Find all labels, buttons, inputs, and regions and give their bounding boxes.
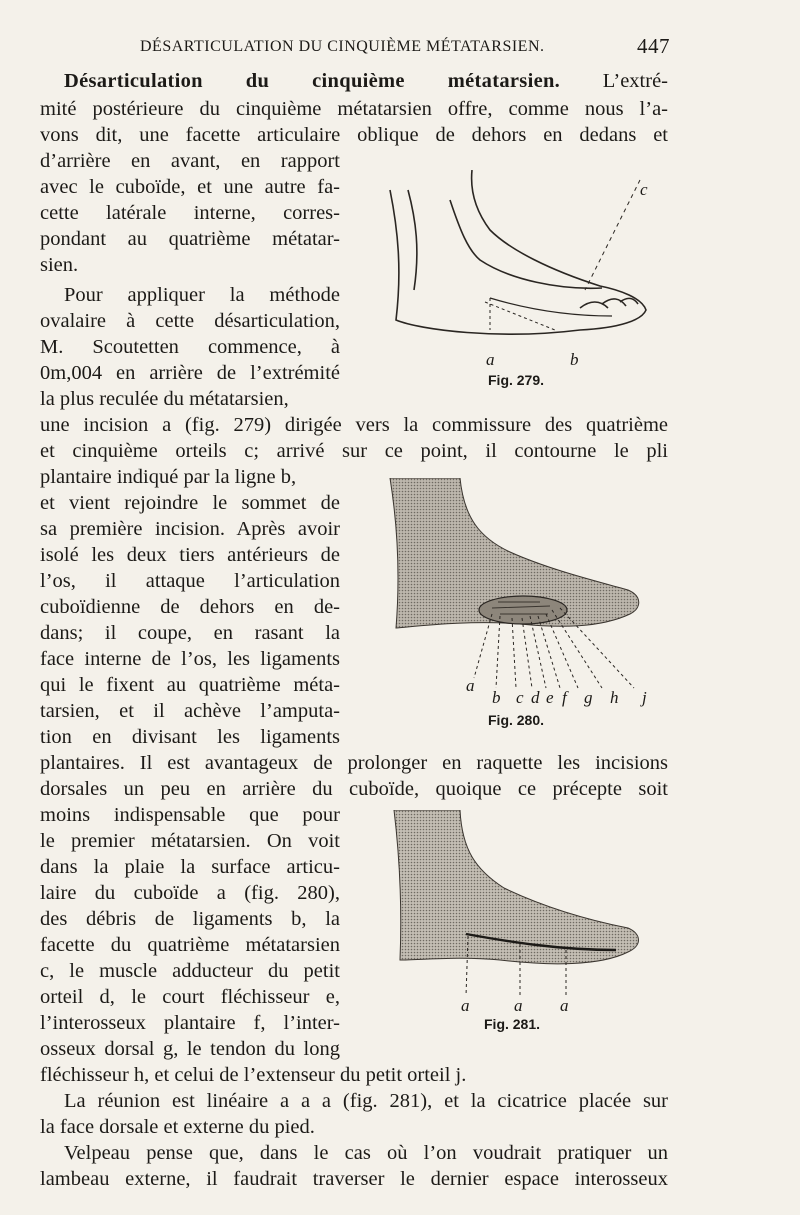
fig281-label-a2: a bbox=[514, 996, 523, 1015]
figure-281-foot-scar bbox=[380, 810, 660, 1010]
text-line: lambeau externe, il faudrait traverser le dernier espace interosseux bbox=[40, 1168, 668, 1190]
fig280-label-h: h bbox=[610, 688, 619, 707]
text-line: tion en divisant les ligaments bbox=[40, 726, 340, 748]
text-line: sien. bbox=[40, 254, 79, 276]
fig280-label-c: c bbox=[516, 688, 524, 707]
running-head bbox=[60, 34, 670, 62]
running-head-title: DÉSARTICULATION DU CINQUIÈME MÉTATARSIEN. bbox=[140, 38, 545, 55]
text-line: moins indispensable que pour bbox=[40, 804, 340, 826]
text-line: le premier métatarsien. On voit bbox=[40, 830, 340, 852]
text-line: la plus reculée du métatarsien, bbox=[40, 388, 289, 410]
fig281-label-a3: a bbox=[560, 996, 569, 1015]
text-line: l’interosseux plantaire f, l’inter- bbox=[40, 1012, 340, 1034]
text-line: isolé les deux tiers antérieurs de bbox=[40, 544, 340, 566]
text-line: orteil d, le court fléchisseur e, bbox=[40, 986, 340, 1008]
text-line: dorsales un peu en arrière du cuboïde, quoique ce précepte soit bbox=[40, 778, 668, 800]
fig280-label-e: e bbox=[546, 688, 554, 707]
text-line: cuboïdienne de dehors en de- bbox=[40, 596, 340, 618]
text-line: plantaires. Il est avantageux de prolonger en raquette les incisions bbox=[40, 752, 668, 774]
text-line: fléchisseur h, et celui de l’extenseur du petit orteil j. bbox=[40, 1064, 467, 1086]
text-line: et cinquième orteils c; arrivé sur ce point, il contourne le pli bbox=[40, 440, 668, 462]
text-line: face interne de l’os, les ligaments bbox=[40, 648, 340, 670]
text-line: laire du cuboïde a (fig. 280), bbox=[40, 882, 340, 904]
text-line: et vient rejoindre le sommet de bbox=[40, 492, 340, 514]
text-line: dans la plaie la surface articu- bbox=[40, 856, 340, 878]
fig280-label-b: b bbox=[492, 688, 501, 707]
fig280-label-a: a bbox=[466, 676, 475, 695]
text-line: plantaire indiqué par la ligne b, bbox=[40, 466, 297, 488]
fig281-label-a1: a bbox=[461, 996, 470, 1015]
text-line: osseux dorsal g, le tendon du long bbox=[40, 1038, 340, 1060]
text-line: la face dorsale et externe du pied. bbox=[40, 1116, 315, 1138]
fig280-caption: Fig. 280. bbox=[488, 712, 545, 728]
text-line: Velpeau pense que, dans le cas où l’on voudrait pratiquer un bbox=[64, 1142, 668, 1164]
text-line: vons dit, une facette articulaire oblique de dehors en dedans et bbox=[40, 124, 668, 146]
fig279-caption: Fig. 279. bbox=[488, 372, 545, 388]
text-line: d’arrière en avant, en rapport bbox=[40, 150, 340, 172]
figure-280-foot-wound bbox=[380, 478, 660, 698]
section-heading: Désarticulation du cinquième métatarsien. bbox=[64, 70, 561, 92]
text-line: La réunion est linéaire a a a (fig. 281), et la cicatrice placée sur bbox=[64, 1090, 668, 1112]
fig280-label-g: g bbox=[584, 688, 593, 707]
text-line: facette du quatrième métatarsien bbox=[40, 934, 340, 956]
text-line: ovalaire à cette désarticulation, bbox=[40, 310, 340, 332]
figure-279-foot-outline bbox=[380, 170, 660, 350]
text-line: mité postérieure du cinquième métatarsien offre, comme nous l’a- bbox=[40, 98, 668, 120]
text-span: L’extré- bbox=[560, 70, 668, 92]
text-line: tarsien, et il achève l’amputa- bbox=[40, 700, 340, 722]
text-line: Pour appliquer la méthode bbox=[64, 284, 340, 306]
text-line: pondant au quatrième métatar- bbox=[40, 228, 340, 250]
fig280-label-f: f bbox=[562, 688, 567, 707]
page-number: 447 bbox=[637, 34, 670, 58]
text-line bbox=[64, 68, 668, 94]
text-line: c, le muscle adducteur du petit bbox=[40, 960, 340, 982]
fig279-label-c: c bbox=[640, 180, 648, 199]
text-line: 0m,004 en arrière de l’extrémité bbox=[40, 362, 340, 384]
fig279-label-a: a bbox=[486, 350, 495, 369]
fig280-label-d: d bbox=[531, 688, 540, 707]
text-line: M. Scoutetten commence, à bbox=[40, 336, 340, 358]
text-line: avec le cuboïde, et une autre fa- bbox=[40, 176, 340, 198]
fig280-label-j: j bbox=[642, 688, 647, 707]
text-line: sa première incision. Après avoir bbox=[40, 518, 340, 540]
text-line: des débris de ligaments b, la bbox=[40, 908, 340, 930]
fig279-label-b: b bbox=[570, 350, 579, 369]
text-line: qui le fixent au quatrième méta- bbox=[40, 674, 340, 696]
text-line: cette latérale interne, corres- bbox=[40, 202, 340, 224]
text-line: une incision a (fig. 279) dirigée vers la commissure des quatrième bbox=[40, 414, 668, 436]
text-line: l’os, il attaque l’articulation bbox=[40, 570, 340, 592]
text-line: dans; il coupe, en rasant la bbox=[40, 622, 340, 644]
fig281-caption: Fig. 281. bbox=[484, 1016, 541, 1032]
